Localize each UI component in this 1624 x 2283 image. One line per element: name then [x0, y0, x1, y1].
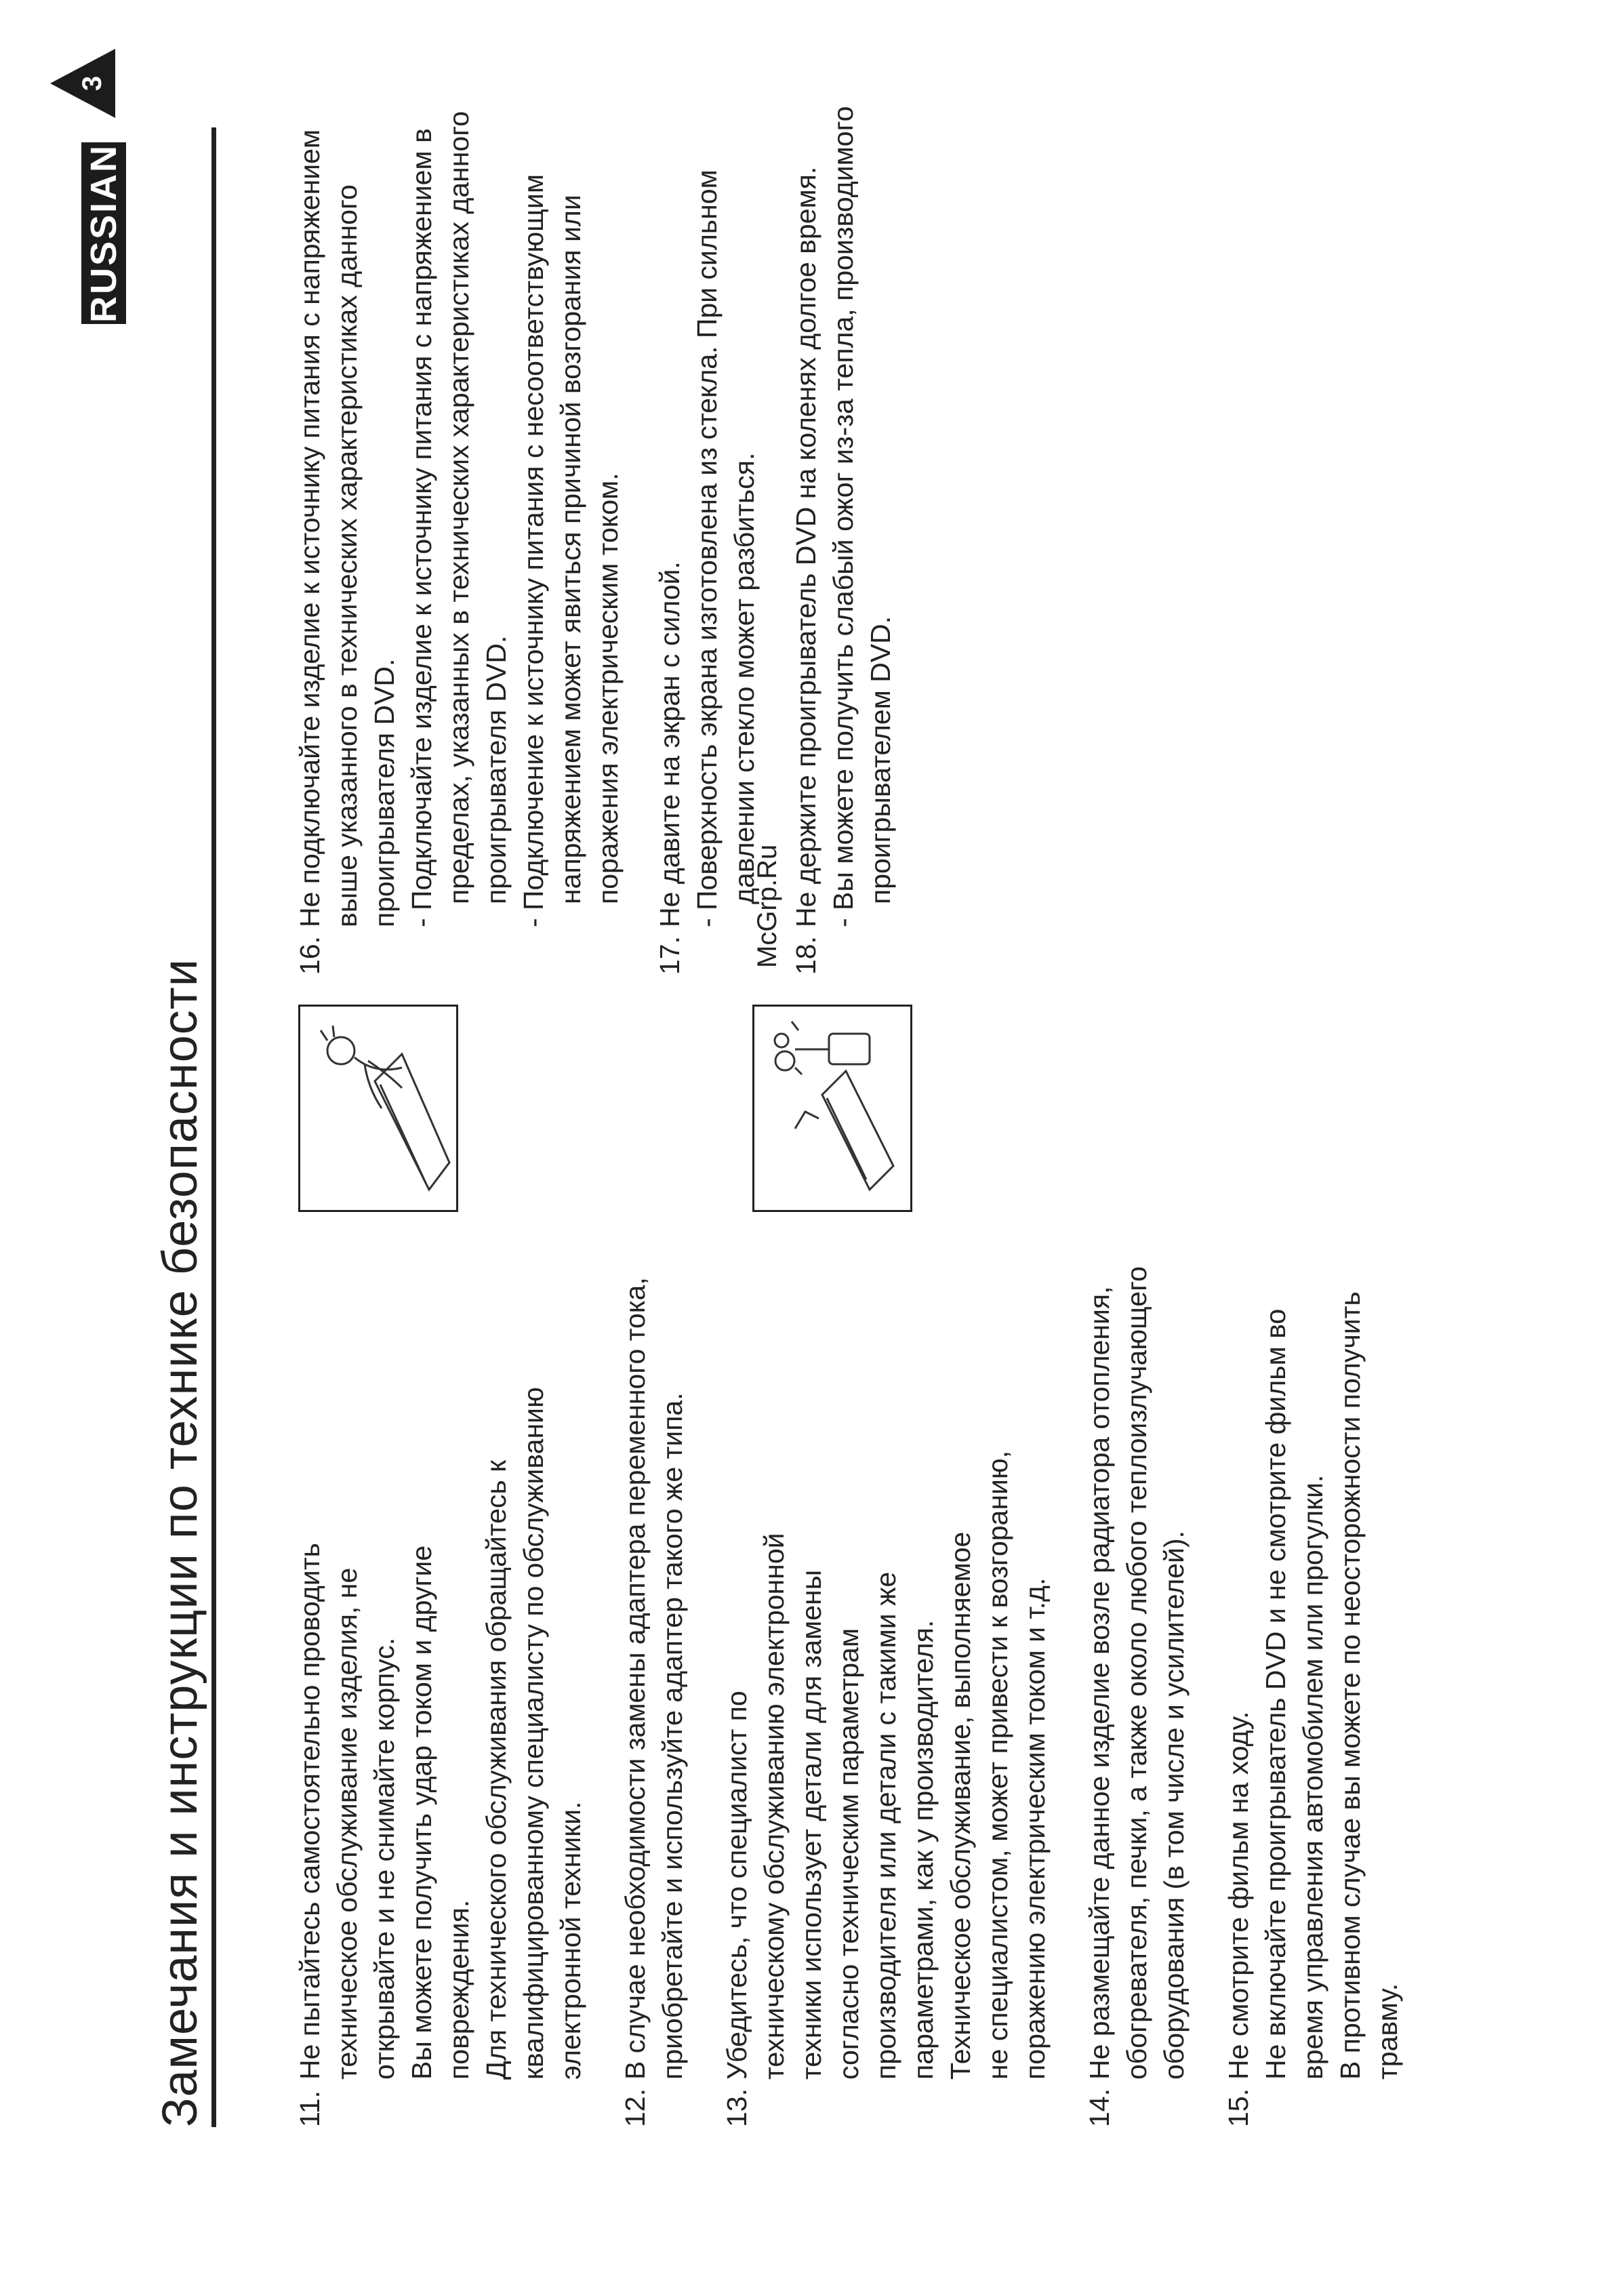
text-line: Не давите на экран с силой. [654, 561, 685, 927]
text-line: техники использует детали для замены [796, 1569, 827, 2080]
bullet-line: проигрывателем DVD. [865, 615, 896, 904]
item-text [788, 39, 899, 927]
bullet-line: напряжением может явиться причиной возгорания или [555, 195, 586, 904]
right-column [291, 39, 927, 975]
item-text [291, 39, 627, 927]
list-item [291, 1226, 590, 2127]
text-line: Вы можете получить удар током и другие [406, 1545, 437, 2080]
item-text [718, 1226, 1054, 2080]
item-number: 18. [790, 936, 821, 975]
text-line: техническому обслуживанию электронной [758, 1533, 790, 2080]
item-number: 16. [294, 936, 325, 975]
text-line: приобретайте и используйте адаптер такого же типа. [657, 1392, 688, 2080]
item-number: 14. [1084, 2088, 1115, 2127]
text-line: параметрами, как у производителя. [908, 1619, 939, 2080]
text-line: техническое обслуживание изделия, не [331, 1567, 363, 2080]
text-line: производителя или детали с такими же [870, 1571, 901, 2080]
text-line: Не смотрите фильм на ходу. [1223, 1711, 1254, 2080]
list-item [291, 39, 627, 975]
language-badge: RUSSIAN [81, 142, 126, 324]
item-text [291, 1226, 590, 2080]
bullet-line: пределах, указанных в технических характеристиках данного [443, 110, 474, 904]
person-opening-player-icon [300, 1007, 456, 1210]
item-text [617, 1226, 691, 2080]
adapter-and-player-icon [754, 1007, 910, 1210]
text-line: квалифицированному специалисту по обслуживанию [518, 1387, 549, 2080]
text-line: открывайте и не снимайте корпус. [369, 1637, 400, 2080]
list-item [1220, 1226, 1406, 2127]
title-underline [211, 127, 216, 2127]
text-line: оборудования (в том числе и усилителей). [1158, 1531, 1190, 2080]
text-line: согласно техническим параметрам [833, 1628, 864, 2080]
list-item [651, 39, 763, 975]
list-item [718, 1226, 1054, 2127]
bullet-line: поражения электрическим током. [592, 472, 624, 904]
item-number: 13. [721, 2088, 752, 2127]
watermark: McGrp.Ru [752, 844, 782, 968]
bullet-line: - Поверхность экрана изготовлена из стекла. При сильном [691, 169, 723, 927]
text-line: поражению электрическим током и т.д. [1019, 1577, 1051, 2080]
item-number: 12. [620, 2088, 651, 2127]
text-line: Не держите проигрыватель DVD на коленях долгое время. [790, 166, 821, 927]
left-column [291, 1226, 1434, 2127]
text-line: проигрывателя DVD. [369, 658, 400, 927]
item-text [1081, 1226, 1193, 2080]
illustration-person-opening-player [298, 1005, 458, 1212]
text-line: В случае необходимости замены адаптера переменного тока, [620, 1277, 651, 2080]
bullet-line: проигрывателя DVD. [481, 635, 512, 904]
page-number-marker [47, 46, 122, 121]
text-line: повреждения. [443, 1899, 474, 2080]
text-line: Не включайте проигрыватель DVD и не смотрите фильм во [1260, 1308, 1291, 2080]
illustration-adapter [752, 1005, 912, 1212]
text-line: обогревателя, печки, а также около любого теплоизлучающего [1121, 1266, 1152, 2080]
text-line: Не размещайте данное изделие возле радиатора отопления, [1084, 1286, 1115, 2080]
text-line: Для технического обслуживания обращайтесь к [481, 1459, 512, 2080]
text-line: электронной техники. [555, 1801, 586, 2080]
text-line: Не пытайтесь самостоятельно проводить [294, 1543, 325, 2080]
text-line: травму. [1372, 1983, 1403, 2080]
text-line: Убедитесь, что специалист по [721, 1691, 752, 2080]
text-line: Техническое обслуживание, выполняемое [945, 1531, 976, 2080]
text-line: не специалистом, может привести к возгоранию, [982, 1450, 1013, 2080]
page-title: Замечания и инструкции по технике безопасности [153, 958, 207, 2127]
item-number: 17. [654, 936, 685, 975]
page-number: 3 [77, 75, 107, 92]
item-text [651, 39, 763, 927]
text-line: время управления автомобилем или прогулки. [1297, 1474, 1328, 2080]
bullet-line: - Подключайте изделие к источнику питания с напряжением в [406, 128, 437, 927]
bullet-line: давлении стекло может разбиться. [729, 452, 760, 904]
text-line: Не подключайте изделие к источнику питания с напряжением [294, 129, 325, 927]
bullet-line: - Подключение к источнику питания с несоответствующим [518, 174, 549, 927]
text-line: выше указанного в технических характеристиках данного [331, 184, 363, 927]
list-item [788, 39, 899, 975]
bullet-line: - Вы можете получить слабый ожог из-за тепла, производимого [828, 106, 859, 927]
item-text [1220, 1226, 1406, 2080]
list-item [1081, 1226, 1193, 2127]
item-number: 15. [1223, 2088, 1254, 2127]
list-item [617, 1226, 691, 2127]
item-number: 11. [294, 2090, 325, 2127]
text-line: В противном случае вы можете по неосторожности получить [1335, 1291, 1366, 2080]
